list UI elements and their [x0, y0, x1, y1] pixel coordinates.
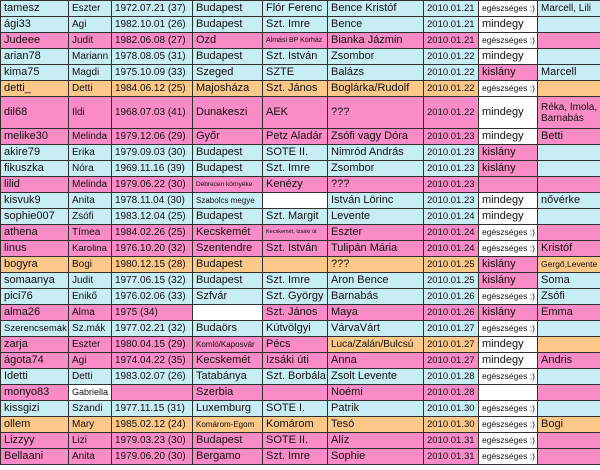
cell-birthdate: 1968.07.03 (41) — [112, 97, 193, 129]
cell-first-name: Mary — [69, 417, 112, 433]
table-row — [1, 209, 600, 225]
cell-city: Debrecen környéke — [193, 177, 263, 193]
cell-due-date: 2010.01.23 — [424, 161, 479, 177]
cell-birthdate: 1979.12.06 (29) — [112, 129, 193, 145]
cell-siblings — [538, 385, 600, 401]
table-row — [1, 161, 600, 177]
cell-city: Budapest — [193, 1, 263, 17]
cell-username: ollem — [1, 417, 69, 433]
cell-city: Győr — [193, 129, 263, 145]
cell-city: Budaörs — [193, 321, 263, 337]
cell-birthdate: 1974.04.22 (35) — [112, 353, 193, 369]
cell-first-name: Judit — [69, 33, 112, 49]
cell-due-date: 2010.01.31 — [424, 433, 479, 449]
table-row — [1, 257, 600, 273]
cell-wish: kislány — [479, 273, 538, 289]
cell-baby-name: Bence — [328, 17, 424, 33]
cell-birthdate: 1980.04.15 (29) — [112, 337, 193, 353]
cell-first-name: Detti — [69, 369, 112, 385]
cell-due-date: 2010.01.21 — [424, 1, 479, 17]
cell-first-name: Lizi — [69, 433, 112, 449]
cell-username: dil68 — [1, 97, 69, 129]
cell-due-date: 2010.01.26 — [424, 289, 479, 305]
cell-siblings — [538, 209, 600, 225]
cell-city: Budapest — [193, 145, 263, 161]
cell-username: Judeee — [1, 33, 69, 49]
cell-birthdate: 1975 (34) — [112, 305, 193, 321]
cell-siblings: Marcell — [538, 65, 600, 81]
cell-siblings — [538, 49, 600, 65]
cell-wish: mindegy — [479, 193, 538, 209]
cell-siblings — [538, 81, 600, 97]
cell-first-name: Anita — [69, 449, 112, 465]
table-row — [1, 337, 600, 353]
cell-hospital: Szt. Imre — [263, 273, 328, 289]
table-row — [1, 193, 600, 209]
cell-hospital: SZTE — [263, 65, 328, 81]
cell-siblings — [538, 321, 600, 337]
cell-birthdate: 1975.10.09 (33) — [112, 65, 193, 81]
cell-wish: mindegy — [479, 209, 538, 225]
cell-first-name: Szandi — [69, 401, 112, 417]
cell-wish: egészséges :) — [479, 321, 538, 337]
cell-username: athena — [1, 225, 69, 241]
cell-hospital: Izsáki úti — [263, 353, 328, 369]
cell-wish: egészséges :) — [479, 417, 538, 433]
cell-wish: kislány — [479, 305, 538, 321]
cell-siblings: Marcell, Lili — [538, 1, 600, 17]
cell-birthdate: 1983.12.04 (25) — [112, 209, 193, 225]
cell-city: Szabolcs megye — [193, 193, 263, 209]
cell-hospital: Szt. János — [263, 81, 328, 97]
cell-wish — [479, 177, 538, 193]
cell-due-date: 2010.01.28 — [424, 385, 479, 401]
cell-hospital: Szt. Imre — [263, 161, 328, 177]
cell-city: Kecskemét — [193, 353, 263, 369]
table-row — [1, 1, 600, 17]
cell-baby-name: ??? — [328, 97, 424, 129]
cell-siblings — [538, 401, 600, 417]
cell-siblings: Soma — [538, 273, 600, 289]
cell-wish: mindegy — [479, 49, 538, 65]
cell-username: ágota74 — [1, 353, 69, 369]
cell-baby-name: Tulipán Mária — [328, 241, 424, 257]
cell-birthdate: 1969.11.16 (39) — [112, 161, 193, 177]
cell-hospital: Kenézy — [263, 177, 328, 193]
cell-first-name: Mariann — [69, 49, 112, 65]
cell-wish: egészséges :) — [479, 289, 538, 305]
cell-username: somaanya — [1, 273, 69, 289]
cell-first-name: Karolina — [69, 241, 112, 257]
cell-due-date: 2010.01.25 — [424, 257, 479, 273]
cell-hospital: SOTE II. — [263, 433, 328, 449]
cell-due-date: 2010.01.31 — [424, 449, 479, 465]
cell-siblings: Gergő,Levente — [538, 257, 600, 273]
table-row — [1, 65, 600, 81]
cell-first-name: Magdi — [69, 65, 112, 81]
cell-hospital: Szt. János — [263, 305, 328, 321]
table-row — [1, 17, 600, 33]
table-row — [1, 97, 600, 129]
cell-baby-name: Barnabás — [328, 289, 424, 305]
cell-baby-name: ??? — [328, 257, 424, 273]
cell-baby-name: Luca/Zalán/Bulcsú — [328, 337, 424, 353]
cell-city: Bergamo — [193, 449, 263, 465]
cell-wish: egészséges :) — [479, 81, 538, 97]
cell-city: Budapest — [193, 257, 263, 273]
cell-hospital: AEK — [263, 97, 328, 129]
cell-birthdate: 1978.11.04 (30) — [112, 193, 193, 209]
cell-hospital: Szt. Margit — [263, 209, 328, 225]
cell-birthdate: 1979.06.20 (30) — [112, 449, 193, 465]
cell-hospital: Komárom — [263, 417, 328, 433]
cell-birthdate: 1982.06.08 (27) — [112, 33, 193, 49]
cell-username: ági33 — [1, 17, 69, 33]
cell-username: kima75 — [1, 65, 69, 81]
cell-hospital: Almási BP Kórház — [263, 33, 328, 49]
cell-city: Szerbia — [193, 385, 263, 401]
cell-city: Budapest — [193, 209, 263, 225]
cell-wish: mindegy — [479, 17, 538, 33]
cell-due-date: 2010.01.22 — [424, 81, 479, 97]
cell-username: monyo83 — [1, 385, 69, 401]
cell-baby-name: Bence Kristóf — [328, 1, 424, 17]
cell-birthdate: 1977.02.21 (32) — [112, 321, 193, 337]
cell-due-date: 2010.01.21 — [424, 17, 479, 33]
cell-baby-name: Tesó — [328, 417, 424, 433]
cell-first-name: Tímea — [69, 225, 112, 241]
cell-city: Komárom-Egom — [193, 417, 263, 433]
cell-username: zarja — [1, 337, 69, 353]
cell-baby-name: Bianka Jázmin — [328, 33, 424, 49]
cell-siblings: Réka, Imola, Barnabás — [538, 97, 600, 129]
cell-first-name: Gabriella — [69, 385, 112, 401]
cell-hospital: Szt. Borbála — [263, 369, 328, 385]
cell-baby-name: Zsombor — [328, 161, 424, 177]
cell-baby-name: Eszter — [328, 225, 424, 241]
cell-due-date: 2010.01.25 — [424, 273, 479, 289]
cell-city: Tatabánya — [193, 369, 263, 385]
cell-username: alma26 — [1, 305, 69, 321]
cell-wish: mindegy — [479, 129, 538, 145]
cell-city: Ozd — [193, 33, 263, 49]
cell-siblings — [538, 161, 600, 177]
cell-due-date: 2010.01.23 — [424, 129, 479, 145]
cell-city — [193, 305, 263, 321]
cell-city: Budapest — [193, 161, 263, 177]
cell-siblings: Emma — [538, 305, 600, 321]
cell-siblings: nővérke — [538, 193, 600, 209]
table-row — [1, 81, 600, 97]
cell-birthdate: 1972.07.21 (37) — [112, 1, 193, 17]
cell-wish: egészséges :) — [479, 225, 538, 241]
cell-baby-name: Aron Bence — [328, 273, 424, 289]
cell-due-date: 2010.01.23 — [424, 193, 479, 209]
cell-due-date: 2010.01.21 — [424, 33, 479, 49]
cell-wish: egészséges :) — [479, 401, 538, 417]
cell-due-date: 2010.01.23 — [424, 145, 479, 161]
cell-city: Szeged — [193, 65, 263, 81]
cell-birthdate: 1978.08.05 (31) — [112, 49, 193, 65]
cell-first-name: Zsófi — [69, 209, 112, 225]
cell-city: Luxemburg — [193, 401, 263, 417]
cell-due-date: 2010.01.24 — [424, 225, 479, 241]
cell-first-name: Anita — [69, 193, 112, 209]
cell-city: Szentendre — [193, 241, 263, 257]
cell-baby-name: VárvaVárt — [328, 321, 424, 337]
table-row — [1, 385, 600, 401]
cell-username: kissgizi — [1, 401, 69, 417]
cell-first-name: Eszter — [69, 1, 112, 17]
cell-baby-name: Anna — [328, 353, 424, 369]
cell-hospital: SOTE II. — [263, 145, 328, 161]
table-row — [1, 449, 600, 465]
cell-baby-name: Zsolt Levente — [328, 369, 424, 385]
cell-city: Majosháza — [193, 81, 263, 97]
cell-wish: kislány — [479, 161, 538, 177]
cell-wish: kislány — [479, 257, 538, 273]
cell-birthdate: 1980.12.15 (28) — [112, 257, 193, 273]
cell-username: melike30 — [1, 129, 69, 145]
cell-username: kisvuk9 — [1, 193, 69, 209]
cell-city: Komló/Kaposvár — [193, 337, 263, 353]
cell-city: Budapest — [193, 433, 263, 449]
cell-birthdate: 1979.03.23 (30) — [112, 433, 193, 449]
table-row — [1, 305, 600, 321]
table-row — [1, 225, 600, 241]
cell-baby-name: ??? — [328, 177, 424, 193]
cell-hospital — [263, 257, 328, 273]
cell-wish — [479, 385, 538, 401]
cell-first-name: Nóra — [69, 161, 112, 177]
cell-baby-name: Nimród András — [328, 145, 424, 161]
cell-hospital — [263, 385, 328, 401]
cell-due-date: 2010.01.22 — [424, 97, 479, 129]
cell-siblings — [538, 369, 600, 385]
cell-siblings — [538, 449, 600, 465]
cell-first-name: Sz.mák — [69, 321, 112, 337]
table-row — [1, 401, 600, 417]
cell-birthdate: 1983.02.07 (26) — [112, 369, 193, 385]
table-row — [1, 241, 600, 257]
cell-wish: kislány — [479, 145, 538, 161]
cell-wish: egészséges :) — [479, 1, 538, 17]
cell-wish: mindegy — [479, 97, 538, 129]
cell-wish: mindegy — [479, 337, 538, 353]
table-row — [1, 273, 600, 289]
cell-siblings — [538, 177, 600, 193]
cell-first-name: Enikő — [69, 289, 112, 305]
cell-hospital: Kecskemét, Izsáki út — [263, 225, 328, 241]
cell-city: Budapest — [193, 49, 263, 65]
cell-baby-name: Zsombor — [328, 49, 424, 65]
table-row — [1, 289, 600, 305]
cell-siblings — [538, 433, 600, 449]
cell-username: Bellaani — [1, 449, 69, 465]
cell-baby-name: István Lörinc — [328, 193, 424, 209]
cell-due-date: 2010.01.27 — [424, 353, 479, 369]
cell-birthdate: 1985.02.12 (24) — [112, 417, 193, 433]
cell-username: tamesz — [1, 1, 69, 17]
cell-username: akire79 — [1, 145, 69, 161]
cell-wish: kislány — [479, 65, 538, 81]
cell-username: linus — [1, 241, 69, 257]
cell-birthdate: 1976.02.06 (33) — [112, 289, 193, 305]
cell-due-date: 2010.01.22 — [424, 65, 479, 81]
cell-due-date: 2010.01.26 — [424, 305, 479, 321]
cell-baby-name: Zsófi vagy Dóra — [328, 129, 424, 145]
table-row — [1, 33, 600, 49]
cell-username: Szerencsemák — [1, 321, 69, 337]
cell-baby-name: Sophie — [328, 449, 424, 465]
cell-username: pici76 — [1, 289, 69, 305]
cell-hospital: Szt. István — [263, 49, 328, 65]
cell-birthdate: 1984.06.12 (25) — [112, 81, 193, 97]
cell-hospital: Szt. Imre — [263, 449, 328, 465]
cell-first-name: Alma — [69, 305, 112, 321]
cell-due-date: 2010.01.22 — [424, 49, 479, 65]
cell-due-date: 2010.01.27 — [424, 321, 479, 337]
cell-siblings: Bogi — [538, 417, 600, 433]
cell-username: Idetti — [1, 369, 69, 385]
cell-birthdate: 1979.09.03 (30) — [112, 145, 193, 161]
cell-username: detti_ — [1, 81, 69, 97]
cell-first-name: Melinda — [69, 177, 112, 193]
cell-username: bogyra — [1, 257, 69, 273]
cell-siblings — [538, 145, 600, 161]
cell-birthdate — [112, 385, 193, 401]
cell-baby-name: Noémi — [328, 385, 424, 401]
cell-birthdate: 1982.10.01 (26) — [112, 17, 193, 33]
cell-baby-name: Maya — [328, 305, 424, 321]
cell-baby-name: Alíz — [328, 433, 424, 449]
cell-wish: egészséges :) — [479, 369, 538, 385]
cell-hospital: Flór Ferenc — [263, 1, 328, 17]
cell-city: Szfvár — [193, 289, 263, 305]
cell-siblings — [538, 337, 600, 353]
cell-wish: egészséges :) — [479, 241, 538, 257]
cell-hospital: Kútvölgyi — [263, 321, 328, 337]
cell-first-name: Judit — [69, 273, 112, 289]
cell-hospital: Szt. István — [263, 241, 328, 257]
cell-siblings — [538, 17, 600, 33]
cell-due-date: 2010.01.27 — [424, 337, 479, 353]
table-row — [1, 353, 600, 369]
cell-city: Budapest — [193, 273, 263, 289]
cell-due-date: 2010.01.24 — [424, 241, 479, 257]
cell-birthdate: 1977.11.15 (31) — [112, 401, 193, 417]
cell-birthdate: 1984.02.26 (25) — [112, 225, 193, 241]
cell-first-name: Agi — [69, 17, 112, 33]
cell-wish: egészséges :) — [479, 33, 538, 49]
table-row — [1, 49, 600, 65]
cell-siblings — [538, 33, 600, 49]
cell-username: arian78 — [1, 49, 69, 65]
cell-first-name: Bogi — [69, 257, 112, 273]
table-row — [1, 321, 600, 337]
cell-due-date: 2010.01.28 — [424, 369, 479, 385]
cell-first-name: Eszter — [69, 337, 112, 353]
cell-username: Lizzyy — [1, 433, 69, 449]
table-row — [1, 129, 600, 145]
cell-username: fikuszka — [1, 161, 69, 177]
cell-first-name: Agi — [69, 353, 112, 369]
cell-birthdate: 1977.06.15 (32) — [112, 273, 193, 289]
cell-first-name: Detti — [69, 81, 112, 97]
cell-first-name: Melinda — [69, 129, 112, 145]
table-row — [1, 369, 600, 385]
cell-wish: egészséges :) — [479, 433, 538, 449]
cell-username: sophie007 — [1, 209, 69, 225]
cell-wish: egészséges :) — [479, 449, 538, 465]
cell-baby-name: Balázs — [328, 65, 424, 81]
cell-baby-name: Boglárka/Rudolf — [328, 81, 424, 97]
cell-baby-name: Patrik — [328, 401, 424, 417]
cell-hospital: Petz Aladár — [263, 129, 328, 145]
cell-siblings: Andris — [538, 353, 600, 369]
cell-due-date: 2010.01.24 — [424, 209, 479, 225]
cell-siblings — [538, 225, 600, 241]
table-row — [1, 417, 600, 433]
cell-siblings: Kristóf — [538, 241, 600, 257]
cell-birthdate: 1979.06.22 (30) — [112, 177, 193, 193]
cell-due-date: 2010.01.30 — [424, 417, 479, 433]
cell-wish: mindegy — [479, 353, 538, 369]
cell-hospital: SOTE I. — [263, 401, 328, 417]
cell-username: lilid — [1, 177, 69, 193]
cell-hospital: Szt. Imre — [263, 17, 328, 33]
cell-siblings: Betti — [538, 129, 600, 145]
cell-hospital — [263, 193, 328, 209]
cell-first-name: Erika — [69, 145, 112, 161]
table-row — [1, 177, 600, 193]
table-body — [1, 1, 600, 465]
cell-city: Dunakeszi — [193, 97, 263, 129]
cell-city: Kecskemét — [193, 225, 263, 241]
table-row — [1, 145, 600, 161]
cell-due-date: 2010.01.30 — [424, 401, 479, 417]
cell-city: Budapest — [193, 17, 263, 33]
cell-baby-name: Levente — [328, 209, 424, 225]
cell-siblings: Zsófi — [538, 289, 600, 305]
table-row — [1, 433, 600, 449]
cell-hospital: Szt. György — [263, 289, 328, 305]
cell-first-name: Ildi — [69, 97, 112, 129]
cell-due-date: 2010.01.23 — [424, 177, 479, 193]
cell-birthdate: 1976.10.20 (32) — [112, 241, 193, 257]
cell-hospital: Pécs — [263, 337, 328, 353]
